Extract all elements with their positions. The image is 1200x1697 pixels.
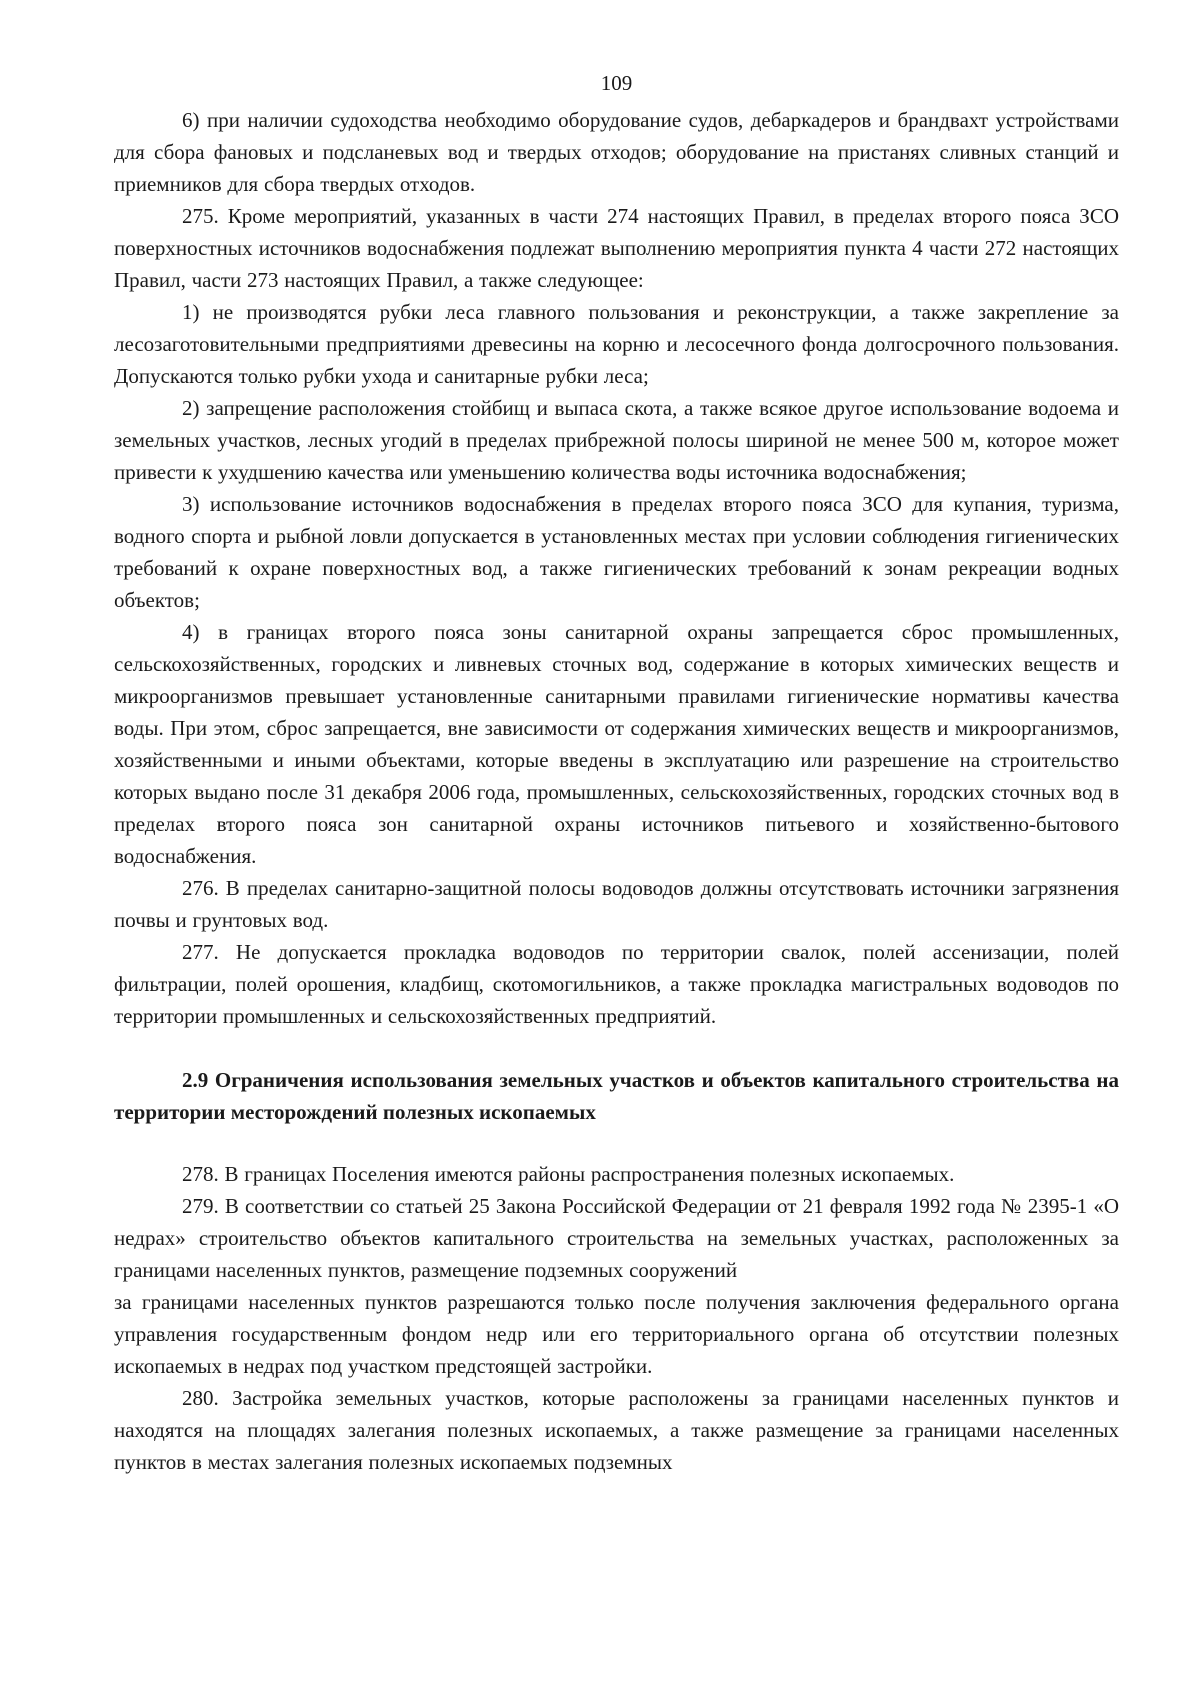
section-heading: 2.9 Ограничения использования земельных участков и объектов капитального строительства на территории месторождений полезных ископаемых (114, 1068, 1119, 1124)
paragraph-item-4: 4) в границах второго пояса зоны санитарной охраны запрещается сброс промышленных, сельскохозяйственных, городских и ливневых сточных вод, содержание в которых химических веществ и микроорганизмов превышает установленные санитарными правилами гигиенические нормативы качества воды. При этом, сброс запрещается, вне зависимости от содержания химических веществ и микроорганизмов, хозяйственными и иными объектами, которые введены в эксплуатацию или разрешение на строительство которых выдано после 31 декабря 2006 года, промышленных, сельскохозяйственных, городских сточных вод в пределах второго пояса зон санитарной охраны источников питьевого и хозяйственно-бытового водоснабжения. (114, 620, 1119, 868)
paragraph-278: 278. В границах Поселения имеются районы распространения полезных ископаемых. (182, 1162, 955, 1186)
paragraph-277: 277. Не допускается прокладка водоводов по территории свалок, полей ассенизации, полей фильтрации, полей орошения, кладбищ, скотомогильников, а также прокладка магистральных водоводов по территории промышленных и сельскохозяйственных предприятий. (114, 940, 1119, 1028)
page-number: 109 (600, 71, 633, 95)
paragraph-279-continuation: за границами населенных пунктов разрешаются только после получения заключения федерального органа управления государственным фондом недр или его территориального органа об отсутствии полезных ископаемых в недрах под участком предстоящей застройки. (114, 1290, 1119, 1378)
paragraph-275: 275. Кроме мероприятий, указанных в части 274 настоящих Правил, в пределах второго пояса ЗСО поверхностных источников водоснабжения подлежат выполнению мероприятия пункта 4 части 272 настоящих Правил, части 273 настоящих Правил, а также следующее: (114, 204, 1119, 292)
paragraph-item-1: 1) не производятся рубки леса главного пользования и реконструкции, а также закрепление за лесозаготовительными предприятиями древесины на корню и лесосечного фонда долгосрочного пользования. Допускаются только рубки ухода и санитарные рубки леса; (114, 300, 1119, 388)
paragraph-item-3: 3) использование источников водоснабжения в пределах второго пояса ЗСО для купания, туризма, водного спорта и рыбной ловли допускается в установленных местах при условии соблюдения гигиенических требований к охране поверхностных вод, а также гигиенических требований к зонам рекреации водных объектов; (114, 492, 1119, 612)
paragraph-item-2: 2) запрещение расположения стойбищ и выпаса скота, а также всякое другое использование водоема и земельных участков, лесных угодий в пределах прибрежной полосы шириной не менее 500 м, которое может привести к ухудшению качества или уменьшению количества воды источника водоснабжения; (114, 396, 1119, 484)
document-page (114, 68, 1119, 1478)
paragraph-item-6: 6) при наличии судоходства необходимо оборудование судов, дебаркадеров и брандвахт устройствами для сбора фановых и подсланевых вод и твердых отходов; оборудование на пристанях сливных станций и приемников для сбора твердых отходов. (114, 108, 1119, 196)
paragraph-279: 279. В соответствии со статьей 25 Закона Российской Федерации от 21 февраля 1992 года № 2395-1 «О недрах» строительство объектов капитального строительства на земельных участках, расположенных за границами населенных пунктов, размещение подземных сооружений (114, 1194, 1119, 1282)
paragraph-276: 276. В пределах санитарно-защитной полосы водоводов должны отсутствовать источники загрязнения почвы и грунтовых вод. (114, 876, 1119, 932)
paragraph-280: 280. Застройка земельных участков, которые расположены за границами населенных пунктов и находятся на площадях залегания полезных ископаемых, а также размещение за границами населенных пунктов в местах залегания полезных ископаемых подземных (114, 1386, 1119, 1474)
